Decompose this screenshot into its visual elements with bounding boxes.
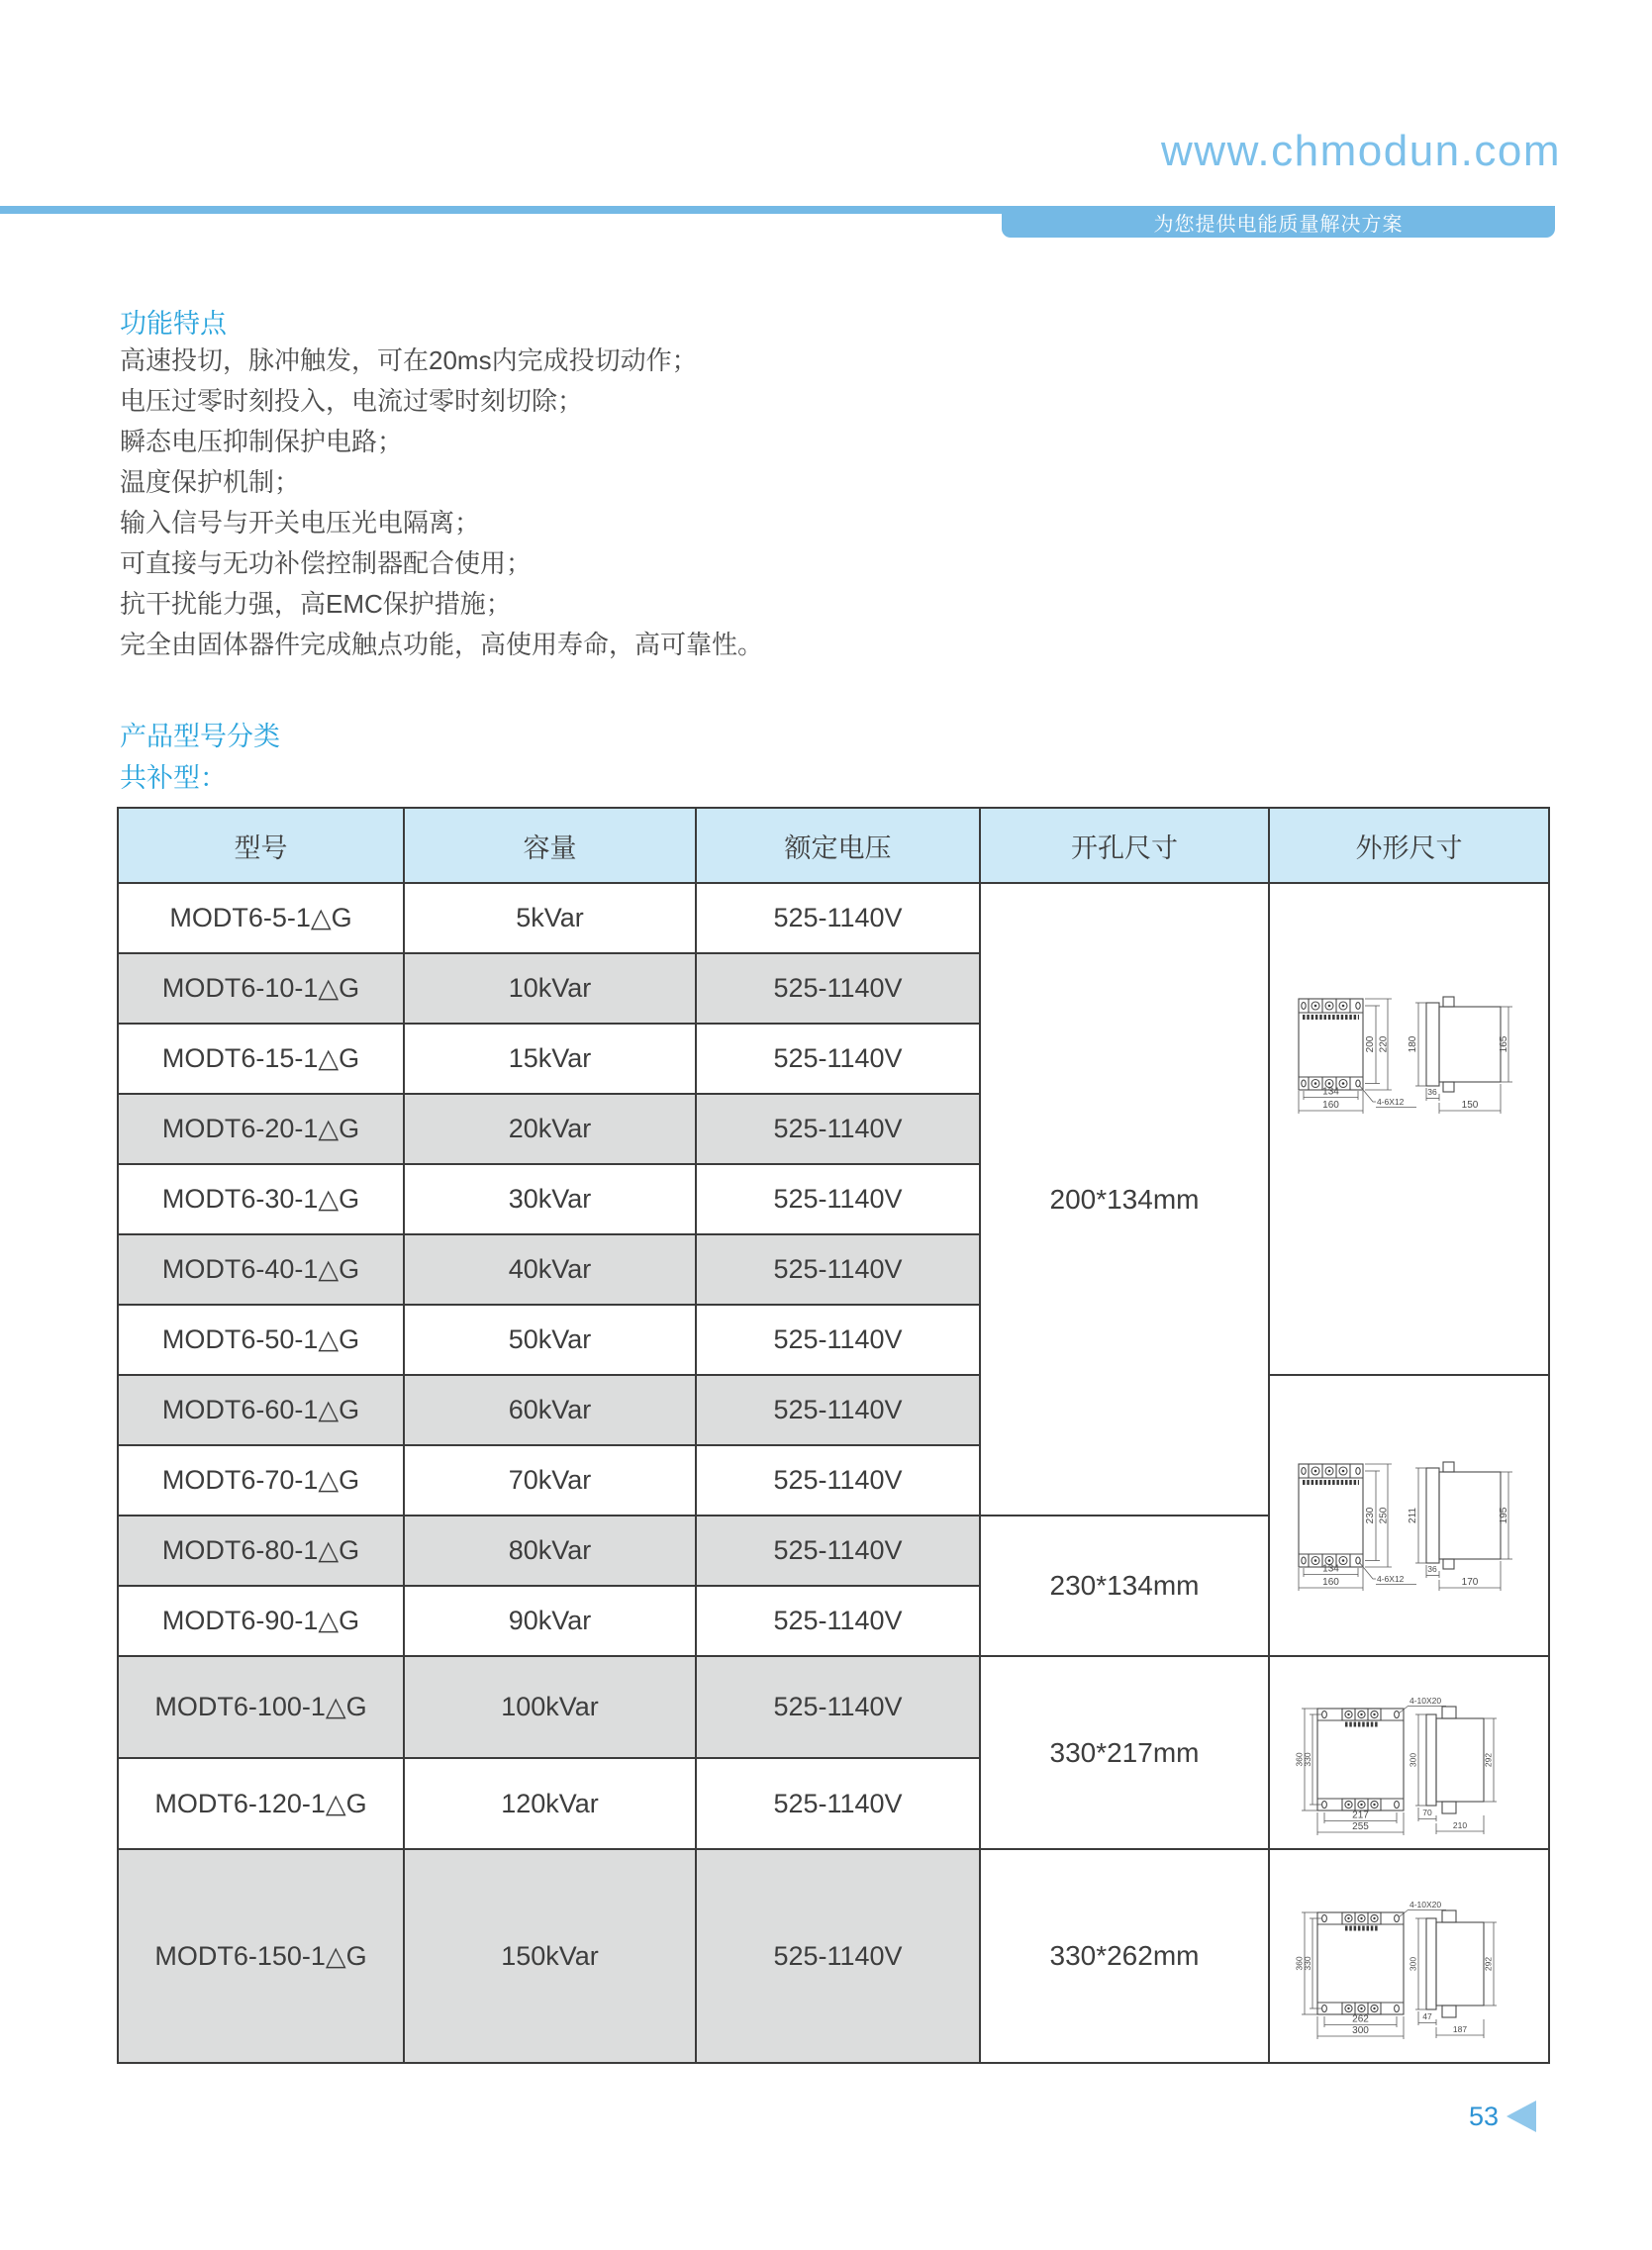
dim-label: 300 — [1408, 1956, 1418, 1971]
classification-title: 产品型号分类 — [120, 722, 280, 751]
voltage-cell: 525-1140V — [696, 953, 980, 1024]
dim-label: 200 — [1365, 1035, 1376, 1053]
outline-cell — [1269, 1849, 1549, 2063]
dim-label: 165 — [1499, 1035, 1509, 1053]
feature-item: 瞬态电压抑制保护电路； — [120, 427, 404, 456]
dim-label: 300 — [1352, 2024, 1369, 2036]
cutout-cell: 330*262mm — [980, 1849, 1269, 2063]
dim-label: 47 — [1422, 2010, 1432, 2021]
dim-label: 250 — [1378, 1507, 1390, 1523]
model-cell: MODT6-10-1△G — [118, 953, 404, 1024]
capacity-cell: 80kVar — [404, 1516, 696, 1586]
outline-drawing-3 — [1278, 1657, 1540, 1843]
cutout-cell: 230*134mm — [980, 1516, 1269, 1656]
table-header-row — [118, 808, 1549, 883]
dim-label: 134 — [1322, 1086, 1339, 1098]
col-header-capacity: 容量 — [404, 808, 696, 883]
model-cell: MODT6-80-1△G — [118, 1516, 404, 1586]
cutout-cell: 330*217mm — [980, 1656, 1269, 1849]
capacity-cell: 20kVar — [404, 1094, 696, 1164]
capacity-cell: 50kVar — [404, 1305, 696, 1375]
table-row — [118, 1375, 1549, 1445]
voltage-cell: 525-1140V — [696, 1586, 980, 1656]
dim-label: 180 — [1408, 1035, 1418, 1053]
dim-label: 160 — [1322, 1100, 1339, 1111]
dim-label: 134 — [1322, 1563, 1339, 1574]
capacity-cell: 150kVar — [404, 1849, 696, 2063]
dim-label: 36 — [1427, 1087, 1437, 1097]
model-cell: MODT6-60-1△G — [118, 1375, 404, 1445]
page-arrow-icon — [1506, 2101, 1536, 2132]
model-cell: MODT6-50-1△G — [118, 1305, 404, 1375]
capacity-cell: 120kVar — [404, 1758, 696, 1849]
dim-label: 4-6X12 — [1377, 1097, 1405, 1107]
capacity-cell: 100kVar — [404, 1656, 696, 1758]
voltage-cell: 525-1140V — [696, 1758, 980, 1849]
dim-label: 4-10X20 — [1409, 1899, 1442, 1909]
voltage-cell: 525-1140V — [696, 1375, 980, 1445]
model-cell: MODT6-90-1△G — [118, 1586, 404, 1656]
page-number: 53 — [1468, 2101, 1499, 2131]
outline-drawing-1 — [1278, 959, 1540, 1125]
feature-item: 输入信号与开关电压光电隔离； — [120, 508, 481, 538]
voltage-cell: 525-1140V — [696, 1164, 980, 1234]
capacity-cell: 90kVar — [404, 1586, 696, 1656]
outline-drawing-2 — [1278, 1430, 1540, 1597]
voltage-cell: 525-1140V — [696, 1305, 980, 1375]
table-row — [118, 1656, 1549, 1758]
feature-item: 完全由固体器件完成触点功能，高使用寿命，高可靠性。 — [120, 630, 764, 659]
dim-label: 220 — [1378, 1035, 1390, 1053]
dim-label: 70 — [1422, 1808, 1432, 1817]
model-cell: MODT6-40-1△G — [118, 1234, 404, 1305]
col-header-voltage: 额定电压 — [696, 808, 980, 883]
outline-drawing-4 — [1278, 1861, 1540, 2047]
voltage-cell: 525-1140V — [696, 1516, 980, 1586]
feature-item: 温度保护机制； — [120, 467, 301, 497]
col-header-outline: 外形尺寸 — [1269, 808, 1549, 883]
header-tagline-bar — [1002, 206, 1555, 238]
dim-label: 292 — [1483, 1752, 1494, 1768]
dim-label: 195 — [1499, 1507, 1509, 1523]
outline-cell — [1269, 1375, 1549, 1656]
capacity-cell: 5kVar — [404, 883, 696, 953]
model-cell: MODT6-100-1△G — [118, 1656, 404, 1758]
page-footer — [1469, 2101, 1536, 2132]
voltage-cell: 525-1140V — [696, 1849, 980, 2063]
website-url: www.chmodun.com — [1161, 127, 1561, 175]
table-row — [118, 1849, 1549, 2063]
dim-label: 230 — [1365, 1507, 1376, 1523]
feature-item: 可直接与无功补偿控制器配合使用； — [120, 548, 533, 578]
capacity-cell: 70kVar — [404, 1445, 696, 1516]
voltage-cell: 525-1140V — [696, 1234, 980, 1305]
dim-label: 360 — [1294, 1752, 1305, 1767]
features-title: 功能特点 — [120, 309, 227, 339]
model-cell: MODT6-20-1△G — [118, 1094, 404, 1164]
model-cell: MODT6-5-1△G — [118, 883, 404, 953]
model-cell: MODT6-70-1△G — [118, 1445, 404, 1516]
voltage-cell: 525-1140V — [696, 1024, 980, 1094]
classification-subtitle: 共补型： — [120, 763, 227, 793]
dim-label: 4-6X12 — [1377, 1573, 1405, 1584]
tagline-text: 为您提供电能质量解决方案 — [1153, 213, 1404, 236]
feature-item: 抗干扰能力强，高EMC保护措施； — [120, 589, 512, 619]
spec-table — [117, 807, 1550, 2064]
voltage-cell: 525-1140V — [696, 883, 980, 953]
features-list — [120, 341, 763, 665]
dim-label: 150 — [1461, 1100, 1479, 1111]
dim-label: 262 — [1352, 2013, 1369, 2024]
capacity-cell: 15kVar — [404, 1024, 696, 1094]
model-cell: MODT6-15-1△G — [118, 1024, 404, 1094]
dim-label: 210 — [1452, 1820, 1468, 1830]
col-header-model: 型号 — [118, 808, 404, 883]
table-row — [118, 883, 1549, 953]
capacity-cell: 10kVar — [404, 953, 696, 1024]
model-cell: MODT6-150-1△G — [118, 1849, 404, 2063]
cutout-cell: 200*134mm — [980, 883, 1269, 1516]
dim-label: 187 — [1452, 2023, 1468, 2034]
model-cell: MODT6-120-1△G — [118, 1758, 404, 1849]
col-header-cutout: 开孔尺寸 — [980, 808, 1269, 883]
dim-label: 292 — [1483, 1956, 1494, 1971]
capacity-cell: 40kVar — [404, 1234, 696, 1305]
dim-label: 330 — [1303, 1752, 1312, 1767]
dim-label: 36 — [1427, 1563, 1437, 1574]
dim-label: 360 — [1294, 1955, 1305, 1971]
outline-cell — [1269, 1656, 1549, 1849]
voltage-cell: 525-1140V — [696, 1094, 980, 1164]
dim-label: 160 — [1322, 1576, 1339, 1588]
model-cell: MODT6-30-1△G — [118, 1164, 404, 1234]
feature-item: 高速投切，脉冲触发，可在20ms内完成投切动作； — [120, 345, 698, 375]
capacity-cell: 30kVar — [404, 1164, 696, 1234]
voltage-cell: 525-1140V — [696, 1656, 980, 1758]
outline-cell — [1269, 883, 1549, 1375]
dim-label: 4-10X20 — [1409, 1696, 1442, 1706]
dim-label: 300 — [1408, 1752, 1418, 1768]
capacity-cell: 60kVar — [404, 1375, 696, 1445]
header-strip-bar — [0, 206, 1002, 214]
dim-label: 217 — [1352, 1810, 1369, 1821]
dim-label: 170 — [1461, 1576, 1479, 1588]
dim-label: 330 — [1303, 1955, 1312, 1971]
feature-item: 电压过零时刻投入，电流过零时刻切除； — [120, 386, 584, 416]
dim-label: 211 — [1408, 1507, 1418, 1523]
voltage-cell: 525-1140V — [696, 1445, 980, 1516]
dim-label: 255 — [1352, 1821, 1369, 1832]
